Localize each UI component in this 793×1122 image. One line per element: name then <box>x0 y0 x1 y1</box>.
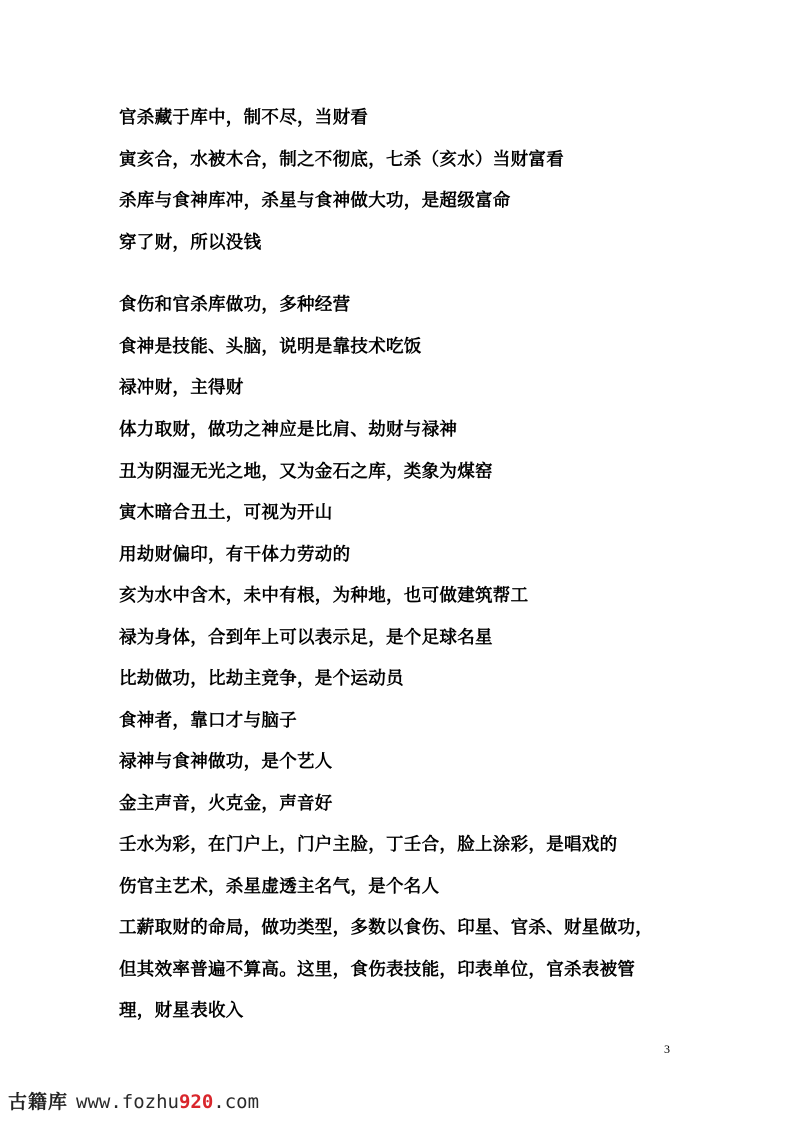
text-line-2: 寅亥合，水被木合，制之不彻底，七杀（亥水）当财富看 <box>119 150 564 170</box>
text-line-6: 食神是技能、头脑，说明是靠技术吃饭 <box>119 337 422 357</box>
text-line-13: 禄为身体，合到年上可以表示足，是个足球名星 <box>119 628 493 648</box>
text-line-11: 用劫财偏印，有干体力劳动的 <box>119 545 351 565</box>
footer-watermark <box>8 1090 259 1114</box>
text-line-19: 伤官主艺术，杀星虚透主名气，是个名人 <box>119 877 440 897</box>
text-line-5: 食伤和官杀库做功，多种经营 <box>119 295 351 315</box>
text-line-21: 但其效率普遍不算高。这里，食伤表技能，印表单位，官杀表被管 <box>119 960 636 980</box>
brand-url-part1: www.fozhu <box>76 1091 179 1113</box>
text-line-14: 比劫做功，比劫主竞争，是个运动员 <box>119 669 404 689</box>
text-line-10: 寅木暗合丑土，可视为开山 <box>119 503 333 523</box>
text-line-16: 禄神与食神做功，是个艺人 <box>119 752 333 772</box>
text-line-17: 金主声音，火克金，声音好 <box>119 794 333 814</box>
text-line-1: 官杀藏于库中，制不尽，当财看 <box>119 108 369 128</box>
text-line-12: 亥为水中含木，未中有根，为种地，也可做建筑帮工 <box>119 586 529 606</box>
text-line-15: 食神者，靠口才与脑子 <box>119 711 297 731</box>
brand-url-part3: .com <box>213 1091 260 1113</box>
text-line-20: 工薪取财的命局，做功类型，多数以食伤、印星、官杀、财星做功， <box>119 918 653 938</box>
text-line-3: 杀库与食神库冲，杀星与食神做大功，是超级富命 <box>119 191 511 211</box>
text-line-7: 禄冲财，主得财 <box>119 378 244 398</box>
text-line-22: 理，财星表收入 <box>119 1001 244 1021</box>
brand-name: 古籍库 <box>8 1091 69 1113</box>
text-line-18: 壬水为彩，在门户上，门户主脸，丁壬合，脸上涂彩，是唱戏的 <box>119 835 618 855</box>
brand-url-part2: 920 <box>178 1091 214 1113</box>
text-line-9: 丑为阴湿无光之地，又为金石之库，类象为煤窑 <box>119 462 493 482</box>
text-line-8: 体力取财，做功之神应是比肩、劫财与禄神 <box>119 420 458 440</box>
page-number: 3 <box>664 1042 670 1056</box>
text-line-4: 穿了财，所以没钱 <box>119 233 262 253</box>
